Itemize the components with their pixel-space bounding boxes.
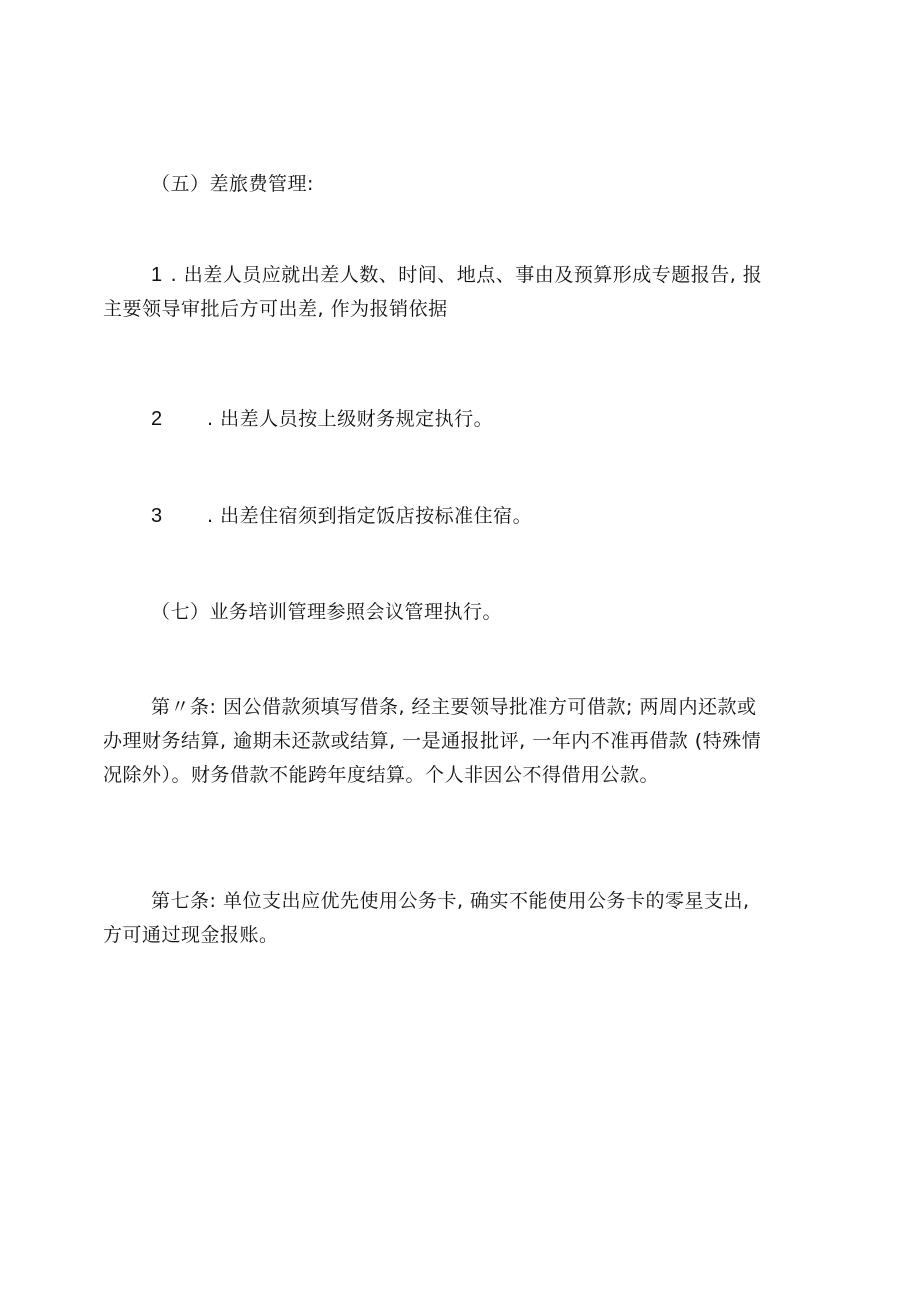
item-3-paragraph [103, 499, 823, 533]
item-1-line-1 [103, 258, 823, 292]
item-3-number: 3 [151, 505, 163, 527]
item-2-paragraph [103, 402, 823, 436]
item-1-line-2: 主要领导审批后方可出差, 作为报销依据 [103, 298, 448, 320]
item-3-line [103, 499, 823, 533]
article-7-paragraph [103, 884, 823, 952]
section-5-heading [103, 167, 823, 201]
article-7-line-1: 第七条: 单位支出应优先使用公务卡, 确实不能使用公务卡的零星支出, [151, 890, 750, 912]
section-7-heading-text: （七）业务培训管理参照会议管理执行。 [151, 601, 503, 623]
item-2-line [103, 402, 823, 436]
item-1-number: 1 [151, 264, 163, 286]
section-7-heading [103, 595, 823, 629]
article-7-line-2: 方可通过现金报账。 [103, 924, 279, 946]
item-2-number: 2 [151, 408, 163, 430]
article-loan-line-1: 第〃条: 因公借款须填写借条, 经主要领导批准方可借款; 两周内还款或 [151, 696, 757, 718]
item-3-text: . 出差住宿须到指定饭店按标准住宿。 [207, 505, 533, 527]
article-loan-line-2: 办理财务结算, 逾期未还款或结算, 一是通报批评, 一年内不准再借款 (特殊情 [103, 730, 762, 752]
article-loan-paragraph [103, 690, 823, 792]
item-2-text: . 出差人员按上级财务规定执行。 [207, 408, 494, 430]
item-1-line-1-text: . 出差人员应就出差人数、时间、地点、事由及预算形成专题报告, 报 [170, 264, 763, 286]
section-5-heading-text: （五）差旅费管理: [151, 173, 314, 195]
item-1-paragraph [103, 258, 823, 326]
article-loan-line-3: 况除外）。财务借款不能跨年度结算。个人非因公不得借用公款。 [103, 764, 660, 786]
